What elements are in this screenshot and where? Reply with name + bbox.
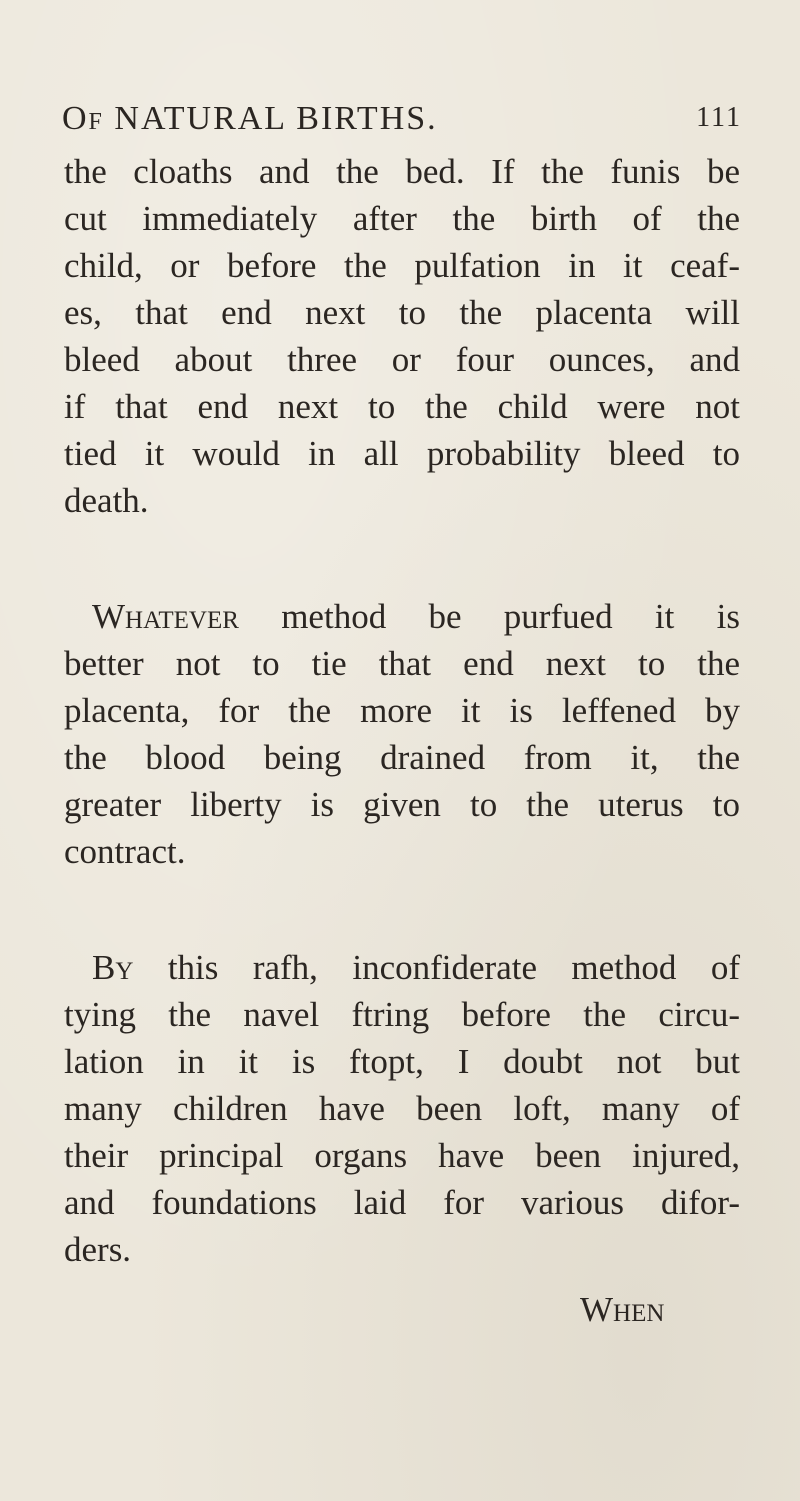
- paragraph-3: [64, 944, 740, 1273]
- text-line: better not to tie that end next to the: [64, 644, 740, 683]
- paragraph-gap: [64, 875, 740, 944]
- paragraph-lead: Whatever: [92, 597, 239, 636]
- page-header: [62, 100, 742, 150]
- text-line: contract.: [64, 832, 186, 871]
- text-run: method be purfued it is: [238, 597, 740, 636]
- paragraph-lead: By: [92, 948, 134, 987]
- text-line: placenta, for the more it is leffened by: [64, 691, 740, 730]
- text-run: this rafh, inconfiderate method of: [133, 948, 740, 987]
- text-line: tied it would in all probability bleed to: [64, 434, 740, 473]
- text-line: greater liberty is given to the uterus to: [64, 785, 740, 824]
- text-line: many children have been loft, many of: [64, 1089, 740, 1128]
- text-line: and foundations laid for various difor-: [64, 1183, 740, 1222]
- running-head: Of NATURAL BIRTHS.: [62, 100, 438, 137]
- page-number: 111: [696, 102, 742, 133]
- text-line: es, that end next to the placenta will: [64, 293, 740, 332]
- body-text: [64, 148, 740, 1273]
- text-line: their principal organs have been injured,: [64, 1136, 740, 1175]
- paragraph-gap: [64, 524, 740, 593]
- text-line: child, or before the pulfation in it ceaf-: [64, 246, 740, 285]
- text-line: cut immediately after the birth of the: [64, 199, 740, 238]
- text-line: [64, 944, 740, 991]
- text-line: lation in it is ftopt, I doubt not but: [64, 1042, 740, 1081]
- text-line: [64, 593, 740, 640]
- text-line: death.: [64, 481, 149, 520]
- text-line: tying the navel ftring before the circu-: [64, 995, 740, 1034]
- paragraph-1: [64, 148, 740, 524]
- text-line: if that end next to the child were not: [64, 387, 740, 426]
- text-line: ders.: [64, 1230, 132, 1269]
- text-line: the blood being drained from it, the: [64, 738, 740, 777]
- paragraph-2: [64, 593, 740, 875]
- catchword: When: [580, 1290, 665, 1329]
- text-line: the cloaths and the bed. If the funis be: [64, 152, 740, 191]
- text-line: bleed about three or four ounces, and: [64, 340, 740, 379]
